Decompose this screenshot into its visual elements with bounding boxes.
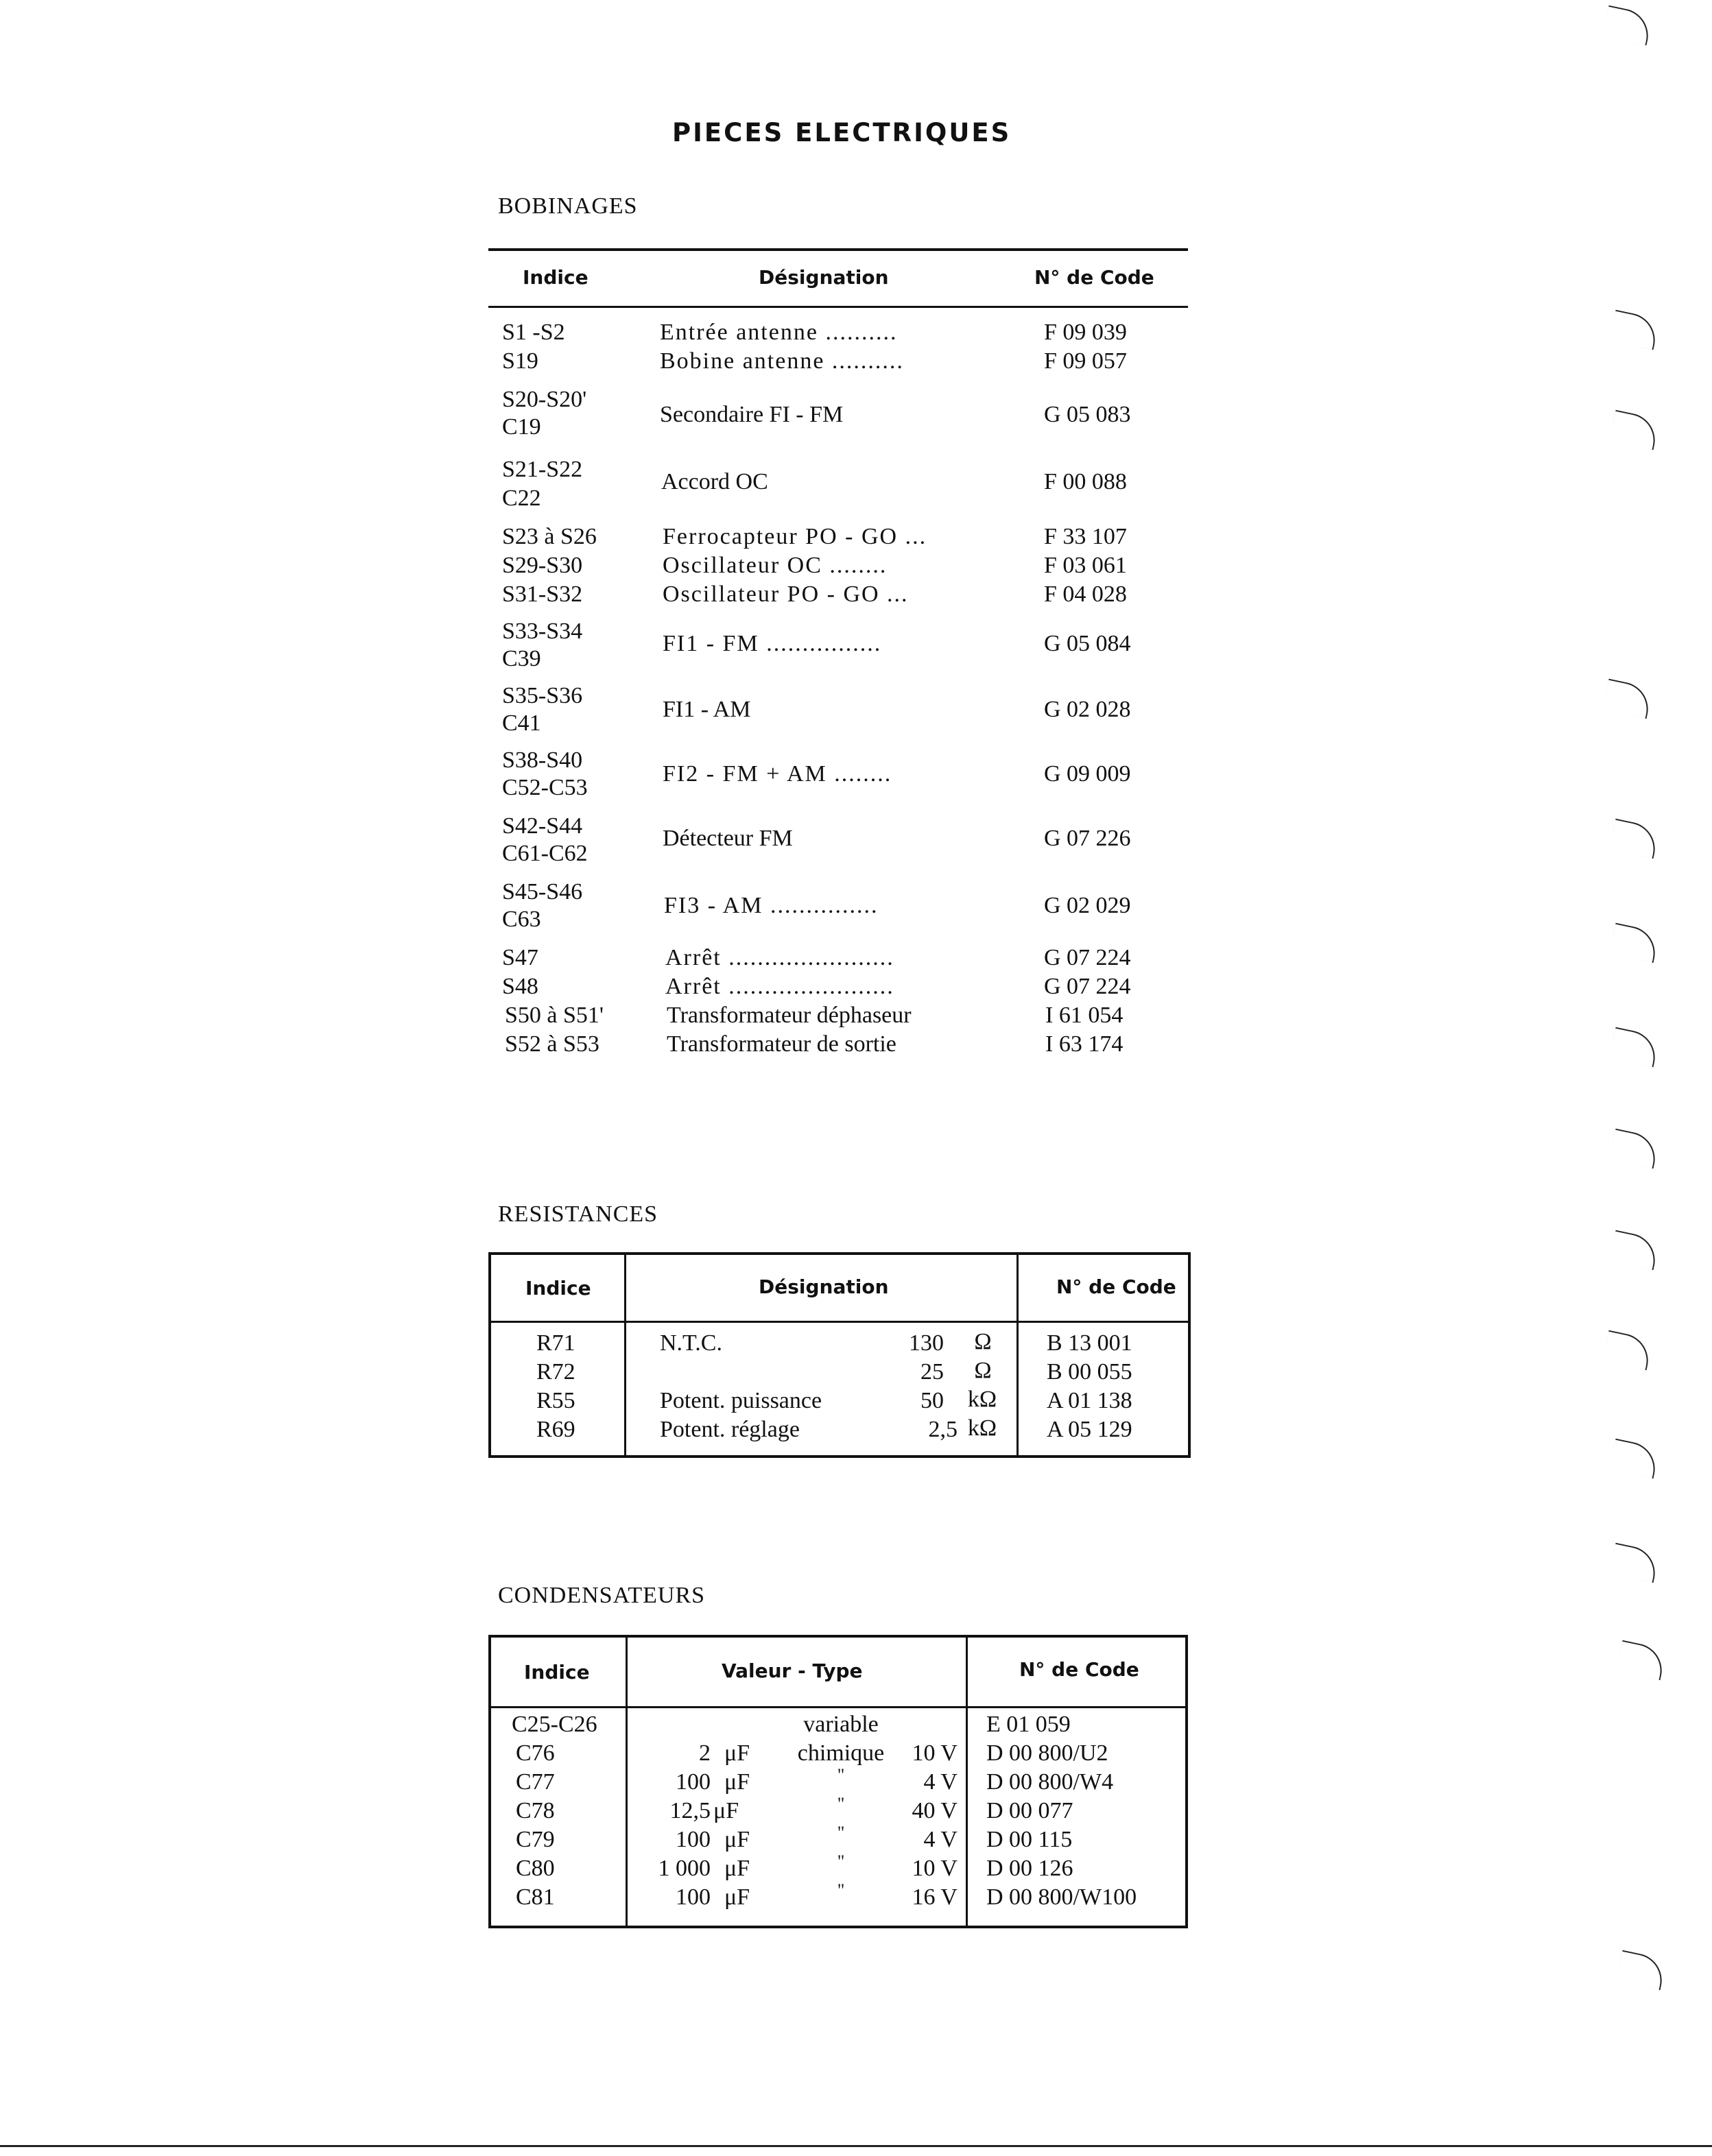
row-unit: Ω [974, 1358, 992, 1383]
binding-mark [1609, 1230, 1660, 1271]
row-indice: S1 -S2 [502, 320, 565, 345]
row-indice-2: C39 [502, 646, 541, 671]
row-unit: μF [724, 1769, 750, 1795]
header-code: N° de Code [1056, 1275, 1176, 1298]
row-value: 25 [920, 1359, 944, 1385]
row-code: G 07 226 [1044, 826, 1131, 851]
row-voltage: 10 V [912, 1740, 958, 1766]
column-divider [966, 1638, 968, 1926]
row-designation: Secondaire FI - FM [660, 402, 844, 427]
header-code: N° de Code [1019, 1658, 1139, 1681]
row-indice: C81 [516, 1884, 555, 1910]
row-indice: S23 à S26 [502, 524, 597, 549]
row-code: G 07 224 [1044, 945, 1131, 970]
row-indice: S48 [502, 974, 538, 999]
row-code: D 00 800/W100 [986, 1884, 1137, 1910]
row-designation: Accord OC [661, 469, 768, 494]
row-code: G 05 083 [1044, 402, 1131, 427]
row-indice: S45-S46 [502, 879, 583, 905]
row-indice: S42-S44 [502, 813, 583, 839]
row-unit: μF [724, 1856, 750, 1881]
row-designation: Arrêt ....................... [665, 974, 894, 999]
row-designation: N.T.C. [660, 1330, 722, 1356]
row-type: variable [803, 1712, 879, 1737]
row-indice: C80 [516, 1856, 555, 1881]
row-code: A 01 138 [1047, 1388, 1132, 1413]
binding-mark [1602, 5, 1653, 46]
row-code: F 00 088 [1044, 469, 1127, 494]
row-indice-2: C19 [502, 414, 541, 440]
row-type: chimique [797, 1740, 885, 1766]
header-indice: Indice [525, 1277, 591, 1299]
row-unit: Ω [974, 1329, 992, 1354]
table-header-rule [488, 306, 1188, 308]
row-code: D 00 800/U2 [986, 1740, 1108, 1766]
row-designation: Bobine antenne .......... [660, 348, 904, 374]
row-indice: R71 [536, 1330, 575, 1356]
row-type: " [837, 1880, 845, 1900]
binding-mark [1609, 1129, 1660, 1169]
binding-mark [1609, 1439, 1660, 1479]
row-indice: C77 [516, 1769, 555, 1795]
row-indice-2: C22 [502, 486, 541, 511]
row-code: I 61 054 [1045, 1003, 1124, 1028]
condensateurs-heading: CONDENSATEURS [498, 1583, 706, 1608]
row-indice: C25-C26 [512, 1712, 597, 1737]
row-type: " [837, 1852, 845, 1871]
binding-mark [1609, 923, 1660, 963]
binding-mark [1602, 679, 1653, 719]
row-voltage: 4 V [923, 1827, 958, 1852]
binding-mark [1609, 1027, 1660, 1068]
row-designation: Oscillateur PO - GO ... [663, 582, 909, 607]
binding-mark [1609, 1543, 1660, 1583]
row-indice: C79 [516, 1827, 555, 1852]
row-indice: S19 [502, 348, 538, 374]
row-code: D 00 126 [986, 1856, 1073, 1881]
row-code: F 09 057 [1044, 348, 1127, 374]
header-indice: Indice [524, 1661, 590, 1684]
header-valeur-type: Valeur - Type [722, 1660, 863, 1682]
row-code: F 33 107 [1044, 524, 1127, 549]
row-indice-2: C41 [502, 710, 541, 736]
row-indice: S33-S34 [502, 619, 583, 644]
row-designation: Ferrocapteur PO - GO ... [663, 524, 927, 549]
table-header-rule [491, 1321, 1188, 1323]
row-code: G 02 029 [1044, 893, 1131, 918]
table-top-rule [488, 248, 1188, 251]
row-indice: S52 à S53 [505, 1031, 599, 1057]
row-indice: S50 à S51' [505, 1003, 604, 1028]
resistances-heading: RESISTANCES [498, 1201, 658, 1227]
binding-mark [1609, 410, 1660, 451]
table-header-rule [491, 1706, 1185, 1708]
row-indice: C76 [516, 1740, 555, 1766]
row-indice: S29-S30 [502, 553, 583, 578]
row-unit: μF [724, 1740, 750, 1766]
row-code: D 00 115 [986, 1827, 1073, 1852]
row-code: E 01 059 [986, 1712, 1071, 1737]
row-designation: Potent. réglage [660, 1417, 800, 1442]
binding-mark [1616, 1640, 1667, 1681]
row-indice: R72 [536, 1359, 575, 1385]
row-code: F 04 028 [1044, 582, 1127, 607]
row-code: G 02 028 [1044, 697, 1131, 722]
row-value: 50 [920, 1388, 944, 1413]
resistances-table [488, 1252, 1191, 1458]
row-indice: S35-S36 [502, 683, 583, 708]
header-designation: Désignation [759, 266, 889, 289]
row-indice: C78 [516, 1798, 555, 1823]
row-type: " [837, 1794, 845, 1814]
row-indice: S38-S40 [502, 747, 583, 773]
row-indice-2: C63 [502, 907, 541, 932]
binding-mark [1616, 1950, 1667, 1991]
bobinages-heading: BOBINAGES [498, 193, 638, 219]
binding-mark [1602, 1330, 1653, 1371]
row-code: B 00 055 [1047, 1359, 1132, 1385]
row-indice-2: C52-C53 [502, 775, 588, 800]
row-value: 100 [676, 1827, 711, 1852]
row-designation: Potent. puissance [660, 1388, 822, 1413]
row-unit: kΩ [967, 1387, 997, 1412]
column-divider [1016, 1255, 1019, 1455]
row-unit: kΩ [967, 1415, 997, 1441]
row-code: D 00 077 [986, 1798, 1073, 1823]
header-designation: Désignation [759, 1275, 889, 1298]
row-designation: FI3 - AM ............... [664, 893, 879, 918]
row-unit: μF [724, 1884, 750, 1910]
row-code: F 03 061 [1044, 553, 1127, 578]
row-indice: S20-S20' [502, 387, 587, 412]
row-designation: Transformateur déphaseur [667, 1003, 912, 1028]
row-indice: S31-S32 [502, 582, 583, 607]
row-code: G 05 084 [1044, 631, 1131, 656]
row-designation: Entrée antenne .......... [660, 320, 898, 345]
page-bottom-rule [0, 2145, 1712, 2147]
header-code: N° de Code [1034, 266, 1154, 289]
page-title: PIECES ELECTRIQUES [672, 118, 1012, 147]
row-type: " [837, 1765, 845, 1785]
condensateurs-table [488, 1635, 1188, 1928]
row-voltage: 10 V [912, 1856, 958, 1881]
row-code: I 63 174 [1045, 1031, 1124, 1057]
row-value: 2 [699, 1740, 711, 1766]
row-voltage: 4 V [923, 1769, 958, 1795]
column-divider [626, 1638, 628, 1926]
column-divider [624, 1255, 626, 1455]
row-designation: FI1 - FM ................ [663, 631, 882, 656]
row-code: B 13 001 [1047, 1330, 1132, 1356]
row-indice: S47 [502, 945, 538, 970]
row-type: " [837, 1823, 845, 1843]
row-value: 2,5 [928, 1417, 958, 1442]
row-code: A 05 129 [1047, 1417, 1132, 1442]
header-indice: Indice [523, 266, 588, 289]
row-designation: FI2 - FM + AM ........ [663, 761, 892, 787]
row-value: 130 [909, 1330, 944, 1356]
row-designation: FI1 - AM [663, 697, 751, 722]
row-indice-2: C61-C62 [502, 841, 588, 866]
row-code: F 09 039 [1044, 320, 1127, 345]
row-value: 1 000 [658, 1856, 711, 1881]
row-indice: R55 [536, 1388, 575, 1413]
binding-mark [1609, 819, 1660, 859]
row-designation: Transformateur de sortie [667, 1031, 896, 1057]
row-designation: Arrêt ....................... [665, 945, 894, 970]
binding-mark [1609, 310, 1660, 350]
row-code: D 00 800/W4 [986, 1769, 1114, 1795]
row-voltage: 40 V [912, 1798, 958, 1823]
row-designation: Oscillateur OC ........ [663, 553, 888, 578]
row-unit: μF [724, 1827, 750, 1852]
row-indice: S21-S22 [502, 457, 583, 482]
row-voltage: 16 V [912, 1884, 958, 1910]
row-value: 12,5 [669, 1798, 711, 1823]
row-code: G 09 009 [1044, 761, 1131, 787]
row-designation: Détecteur FM [663, 826, 793, 851]
row-value: 100 [676, 1884, 711, 1910]
row-unit: μF [713, 1798, 739, 1823]
row-code: G 07 224 [1044, 974, 1131, 999]
row-indice: R69 [536, 1417, 575, 1442]
row-value: 100 [676, 1769, 711, 1795]
